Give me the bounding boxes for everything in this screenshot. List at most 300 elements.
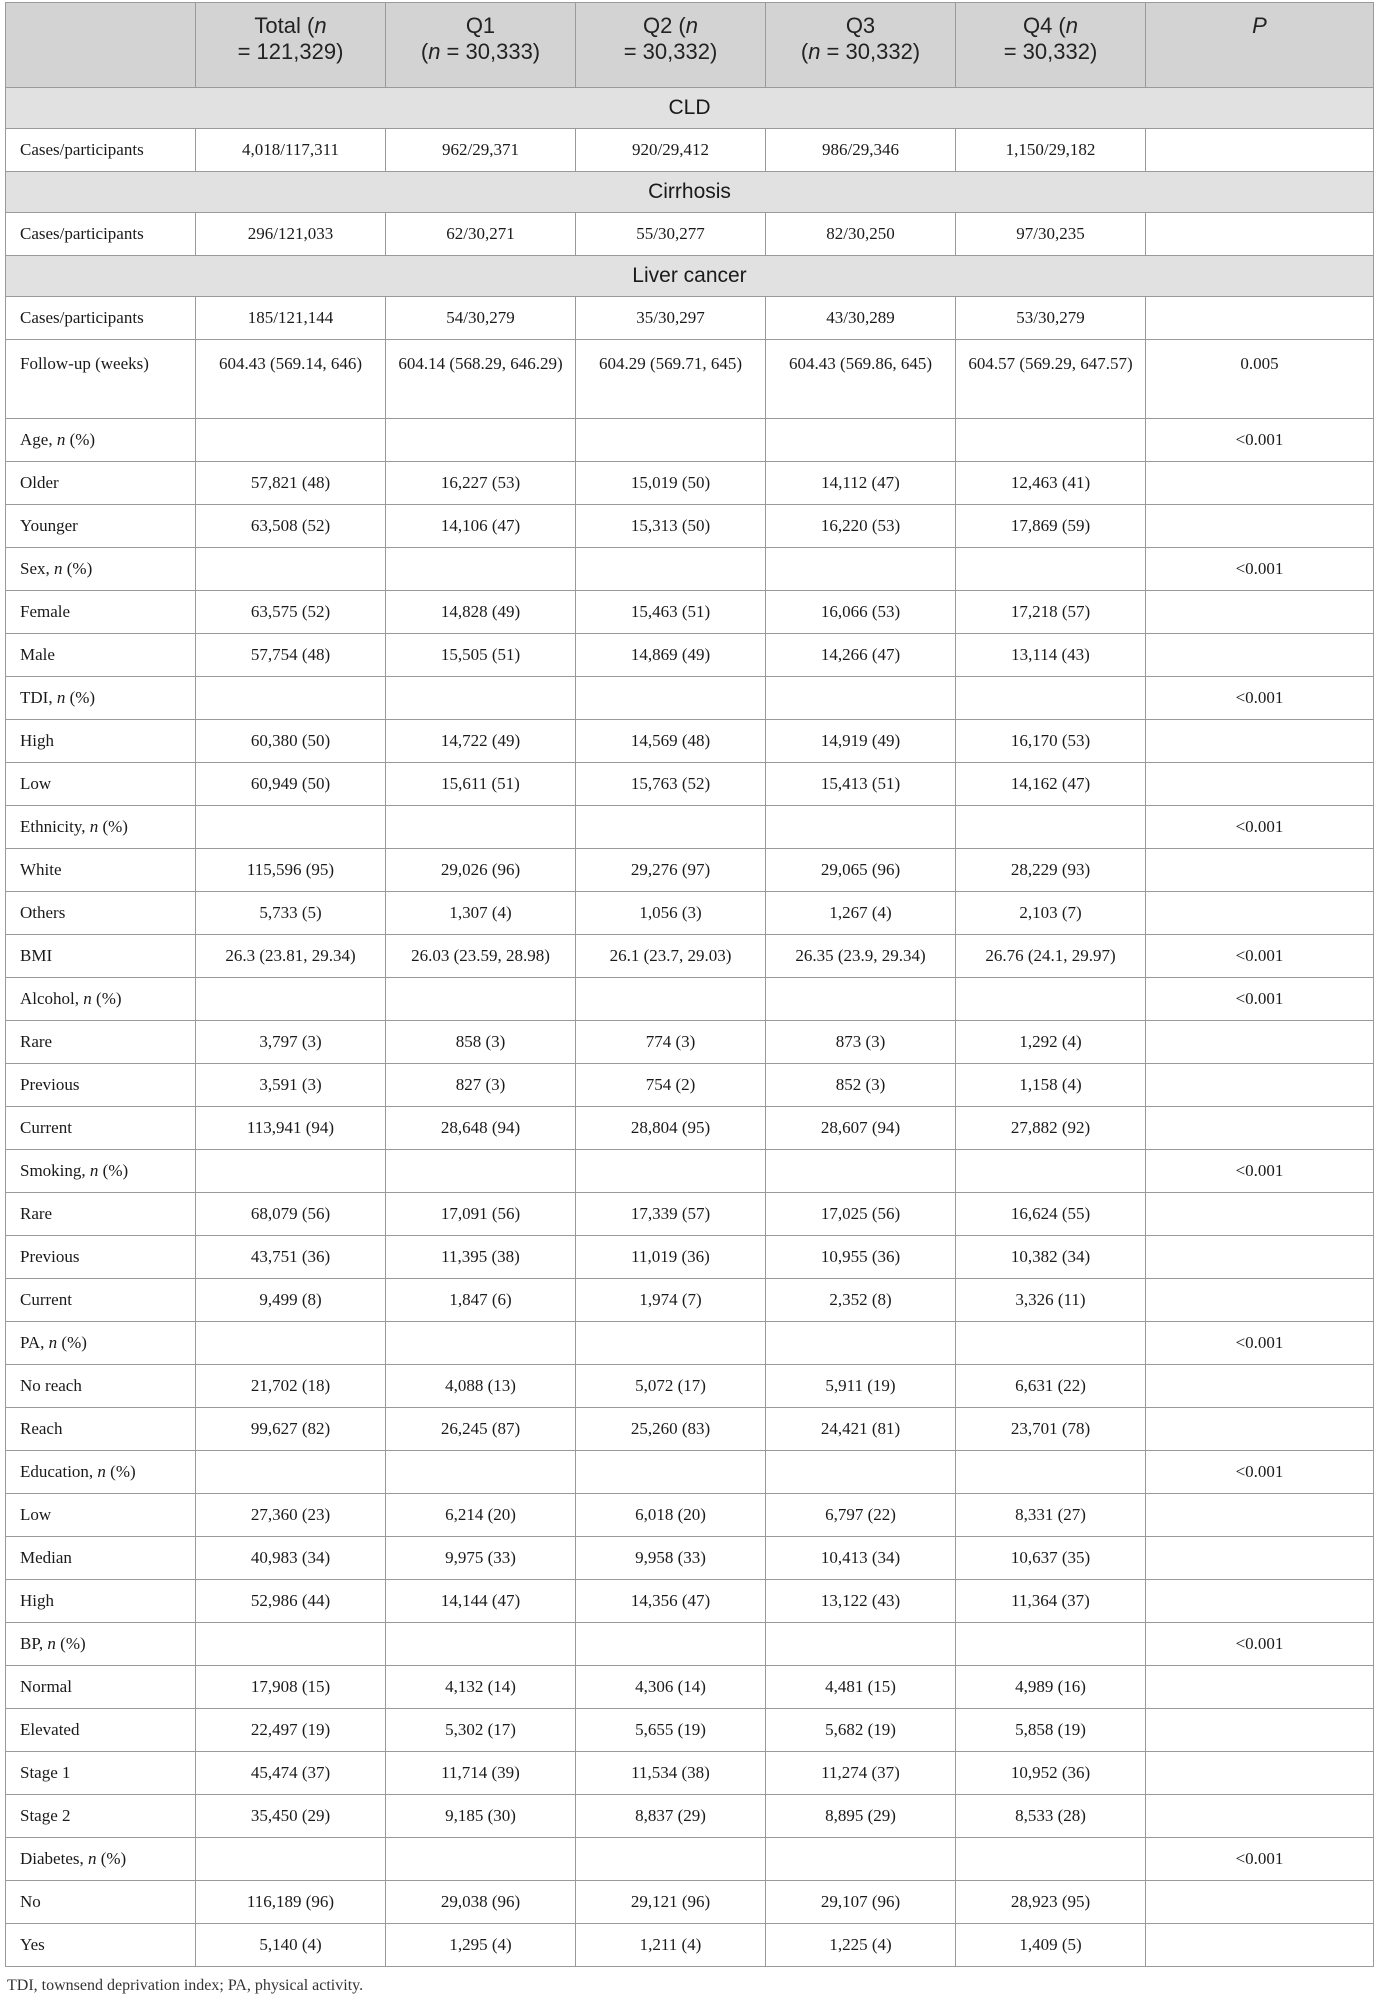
cell-q3: 6,797 (22) — [766, 1494, 956, 1537]
cell-q4: 8,331 (27) — [956, 1494, 1146, 1537]
cell-q1: 1,307 (4) — [386, 892, 576, 935]
table-row — [6, 505, 1374, 548]
section-row-liver — [6, 256, 1374, 297]
cell-p — [1146, 1537, 1374, 1580]
cell-q1: 14,722 (49) — [386, 720, 576, 763]
cell-q3: 8,895 (29) — [766, 1795, 956, 1838]
row-label: Previous — [6, 1236, 196, 1279]
cell-q4: 26.76 (24.1, 29.97) — [956, 935, 1146, 978]
cell-q4: 28,229 (93) — [956, 849, 1146, 892]
cell-q3 — [766, 806, 956, 849]
row-label: High — [6, 1580, 196, 1623]
cell-q2: 754 (2) — [576, 1064, 766, 1107]
table-row — [6, 1150, 1374, 1193]
row-label: Reach — [6, 1408, 196, 1451]
table-container — [5, 2, 1373, 1995]
cell-q3: 29,065 (96) — [766, 849, 956, 892]
cell-p — [1146, 1709, 1374, 1752]
cell-q2: 5,655 (19) — [576, 1709, 766, 1752]
cell-q1 — [386, 1623, 576, 1666]
cell-q2: 15,763 (52) — [576, 763, 766, 806]
cell-p — [1146, 1795, 1374, 1838]
cell-q1: 962/29,371 — [386, 129, 576, 172]
cell-q3 — [766, 978, 956, 1021]
cell-q2 — [576, 677, 766, 720]
cell-total — [196, 1838, 386, 1881]
cell-p — [1146, 297, 1374, 340]
table-row — [6, 1494, 1374, 1537]
cell-q4: 1,292 (4) — [956, 1021, 1146, 1064]
cell-total: 45,474 (37) — [196, 1752, 386, 1795]
cell-total: 52,986 (44) — [196, 1580, 386, 1623]
cell-total: 26.3 (23.81, 29.34) — [196, 935, 386, 978]
cell-q1: 26,245 (87) — [386, 1408, 576, 1451]
row-label: Others — [6, 892, 196, 935]
section-row-cld — [6, 88, 1374, 129]
cell-q3 — [766, 1322, 956, 1365]
cell-q4: 10,382 (34) — [956, 1236, 1146, 1279]
row-label: Stage 2 — [6, 1795, 196, 1838]
cell-total: 68,079 (56) — [196, 1193, 386, 1236]
cell-p — [1146, 720, 1374, 763]
cell-q1: 827 (3) — [386, 1064, 576, 1107]
table-row — [6, 1107, 1374, 1150]
cell-total: 22,497 (19) — [196, 1709, 386, 1752]
cell-q2: 6,018 (20) — [576, 1494, 766, 1537]
row-label: Ethnicity, n (%) — [6, 806, 196, 849]
cell-q3: 13,122 (43) — [766, 1580, 956, 1623]
cell-q3 — [766, 1451, 956, 1494]
table-row — [6, 1537, 1374, 1580]
cell-q3 — [766, 419, 956, 462]
row-label: Stage 1 — [6, 1752, 196, 1795]
cell-q3: 4,481 (15) — [766, 1666, 956, 1709]
cell-total: 27,360 (23) — [196, 1494, 386, 1537]
cell-total: 63,575 (52) — [196, 591, 386, 634]
cell-q2: 920/29,412 — [576, 129, 766, 172]
cell-q1 — [386, 548, 576, 591]
table-row — [6, 935, 1374, 978]
row-label: BMI — [6, 935, 196, 978]
cell-q3: 15,413 (51) — [766, 763, 956, 806]
cell-q4: 28,923 (95) — [956, 1881, 1146, 1924]
cell-q4 — [956, 677, 1146, 720]
row-label: Elevated — [6, 1709, 196, 1752]
cell-p: <0.001 — [1146, 935, 1374, 978]
cell-q3: 852 (3) — [766, 1064, 956, 1107]
cell-p — [1146, 1408, 1374, 1451]
cell-q4: 23,701 (78) — [956, 1408, 1146, 1451]
table-row — [6, 419, 1374, 462]
table-row — [6, 1021, 1374, 1064]
cell-q1: 4,132 (14) — [386, 1666, 576, 1709]
cell-q2 — [576, 1150, 766, 1193]
cell-q3: 14,266 (47) — [766, 634, 956, 677]
cell-q1 — [386, 978, 576, 1021]
row-label: Rare — [6, 1021, 196, 1064]
cell-q3: 5,911 (19) — [766, 1365, 956, 1408]
table-row — [6, 213, 1374, 256]
cell-q3: 1,225 (4) — [766, 1924, 956, 1967]
cell-q2: 15,463 (51) — [576, 591, 766, 634]
cell-q2: 29,276 (97) — [576, 849, 766, 892]
row-label: No reach — [6, 1365, 196, 1408]
cell-q4 — [956, 1150, 1146, 1193]
row-label: Median — [6, 1537, 196, 1580]
cell-q1: 29,038 (96) — [386, 1881, 576, 1924]
header-total: Total (n = 121,329) — [196, 3, 386, 88]
cell-p: <0.001 — [1146, 978, 1374, 1021]
row-label: Cases/participants — [6, 297, 196, 340]
cell-q4: 10,952 (36) — [956, 1752, 1146, 1795]
cell-q1: 9,975 (33) — [386, 1537, 576, 1580]
cell-p — [1146, 505, 1374, 548]
cell-q3: 1,267 (4) — [766, 892, 956, 935]
cell-q4 — [956, 978, 1146, 1021]
cell-p — [1146, 591, 1374, 634]
cell-p — [1146, 213, 1374, 256]
cell-q1 — [386, 677, 576, 720]
cell-total — [196, 548, 386, 591]
cell-q2 — [576, 1623, 766, 1666]
cell-q1: 9,185 (30) — [386, 1795, 576, 1838]
cell-q4: 11,364 (37) — [956, 1580, 1146, 1623]
header-q1: Q1 (n = 30,333) — [386, 3, 576, 88]
cell-q4: 14,162 (47) — [956, 763, 1146, 806]
table-row — [6, 720, 1374, 763]
table-row — [6, 591, 1374, 634]
cell-q3: 873 (3) — [766, 1021, 956, 1064]
table-row — [6, 1924, 1374, 1967]
table-row — [6, 129, 1374, 172]
row-label: Older — [6, 462, 196, 505]
cell-p — [1146, 1494, 1374, 1537]
cell-q3: 16,220 (53) — [766, 505, 956, 548]
cell-q2: 17,339 (57) — [576, 1193, 766, 1236]
cell-q3: 28,607 (94) — [766, 1107, 956, 1150]
header-q4: Q4 (n = 30,332) — [956, 3, 1146, 88]
cell-q2: 4,306 (14) — [576, 1666, 766, 1709]
row-label: Previous — [6, 1064, 196, 1107]
section-title: Cirrhosis — [6, 172, 1374, 213]
cell-q3: 11,274 (37) — [766, 1752, 956, 1795]
cell-q3: 2,352 (8) — [766, 1279, 956, 1322]
cell-q3: 10,955 (36) — [766, 1236, 956, 1279]
cell-q1: 4,088 (13) — [386, 1365, 576, 1408]
row-label: Normal — [6, 1666, 196, 1709]
row-label: Yes — [6, 1924, 196, 1967]
cell-q2: 15,019 (50) — [576, 462, 766, 505]
cell-q2 — [576, 1838, 766, 1881]
cell-q4 — [956, 1838, 1146, 1881]
cell-q1: 28,648 (94) — [386, 1107, 576, 1150]
table-row — [6, 763, 1374, 806]
section-title: Liver cancer — [6, 256, 1374, 297]
cell-total: 296/121,033 — [196, 213, 386, 256]
row-label: Cases/participants — [6, 129, 196, 172]
cell-total: 60,949 (50) — [196, 763, 386, 806]
row-label: Female — [6, 591, 196, 634]
cell-p — [1146, 462, 1374, 505]
cell-q3 — [766, 677, 956, 720]
table-row — [6, 1580, 1374, 1623]
table-row — [6, 1623, 1374, 1666]
table-row — [6, 1236, 1374, 1279]
row-label: White — [6, 849, 196, 892]
cell-q1: 858 (3) — [386, 1021, 576, 1064]
table-row — [6, 1881, 1374, 1924]
cell-q4: 3,326 (11) — [956, 1279, 1146, 1322]
cell-total: 35,450 (29) — [196, 1795, 386, 1838]
cell-q3: 26.35 (23.9, 29.34) — [766, 935, 956, 978]
cell-q4 — [956, 1451, 1146, 1494]
cell-total: 57,754 (48) — [196, 634, 386, 677]
header-row — [6, 3, 1374, 88]
cell-p — [1146, 1666, 1374, 1709]
baseline-characteristics-table — [5, 2, 1374, 1967]
cell-p: <0.001 — [1146, 806, 1374, 849]
cell-total: 5,140 (4) — [196, 1924, 386, 1967]
header-p: P — [1146, 3, 1374, 88]
cell-total: 4,018/117,311 — [196, 129, 386, 172]
cell-p — [1146, 849, 1374, 892]
cell-q2: 5,072 (17) — [576, 1365, 766, 1408]
cell-total — [196, 978, 386, 1021]
cell-q4: 8,533 (28) — [956, 1795, 1146, 1838]
cell-q1: 62/30,271 — [386, 213, 576, 256]
table-row — [6, 978, 1374, 1021]
cell-q4 — [956, 1322, 1146, 1365]
row-label: Current — [6, 1107, 196, 1150]
cell-total — [196, 1623, 386, 1666]
row-label: TDI, n (%) — [6, 677, 196, 720]
cell-q2: 14,356 (47) — [576, 1580, 766, 1623]
cell-total: 21,702 (18) — [196, 1365, 386, 1408]
cell-q1 — [386, 1322, 576, 1365]
cell-q2: 14,569 (48) — [576, 720, 766, 763]
cell-q2: 26.1 (23.7, 29.03) — [576, 935, 766, 978]
cell-q4: 12,463 (41) — [956, 462, 1146, 505]
cell-p — [1146, 129, 1374, 172]
cell-q1: 17,091 (56) — [386, 1193, 576, 1236]
cell-q3: 10,413 (34) — [766, 1537, 956, 1580]
cell-q2: 29,121 (96) — [576, 1881, 766, 1924]
cell-q3: 604.43 (569.86, 645) — [766, 340, 956, 419]
cell-q2 — [576, 1451, 766, 1494]
cell-q4: 1,409 (5) — [956, 1924, 1146, 1967]
cell-q1: 11,714 (39) — [386, 1752, 576, 1795]
cell-total: 57,821 (48) — [196, 462, 386, 505]
cell-p: <0.001 — [1146, 419, 1374, 462]
cell-p: <0.001 — [1146, 548, 1374, 591]
cell-p: <0.001 — [1146, 1322, 1374, 1365]
cell-p — [1146, 634, 1374, 677]
cell-q4: 97/30,235 — [956, 213, 1146, 256]
cell-total: 60,380 (50) — [196, 720, 386, 763]
cell-q1: 14,144 (47) — [386, 1580, 576, 1623]
row-label: Low — [6, 763, 196, 806]
cell-total: 43,751 (36) — [196, 1236, 386, 1279]
row-label: Diabetes, n (%) — [6, 1838, 196, 1881]
cell-q1: 26.03 (23.59, 28.98) — [386, 935, 576, 978]
cell-total: 604.43 (569.14, 646) — [196, 340, 386, 419]
table-row — [6, 892, 1374, 935]
table-row — [6, 1666, 1374, 1709]
cell-q4: 5,858 (19) — [956, 1709, 1146, 1752]
cell-q3 — [766, 548, 956, 591]
cell-q2: 28,804 (95) — [576, 1107, 766, 1150]
cell-p — [1146, 1580, 1374, 1623]
table-row — [6, 548, 1374, 591]
cell-p: <0.001 — [1146, 1451, 1374, 1494]
cell-q1: 14,828 (49) — [386, 591, 576, 634]
cell-q1 — [386, 419, 576, 462]
table-row — [6, 677, 1374, 720]
table-row — [6, 297, 1374, 340]
cell-total: 3,797 (3) — [196, 1021, 386, 1064]
cell-q3: 82/30,250 — [766, 213, 956, 256]
cell-q3: 24,421 (81) — [766, 1408, 956, 1451]
cell-q4: 2,103 (7) — [956, 892, 1146, 935]
cell-total: 3,591 (3) — [196, 1064, 386, 1107]
row-label: Follow-up (weeks) — [6, 340, 196, 419]
cell-q3: 986/29,346 — [766, 129, 956, 172]
cell-q1: 1,847 (6) — [386, 1279, 576, 1322]
table-row — [6, 849, 1374, 892]
table-row — [6, 1795, 1374, 1838]
section-title: CLD — [6, 88, 1374, 129]
cell-q2 — [576, 1322, 766, 1365]
cell-total — [196, 677, 386, 720]
cell-q4 — [956, 806, 1146, 849]
cell-q2: 35/30,297 — [576, 297, 766, 340]
row-label: Rare — [6, 1193, 196, 1236]
cell-q2: 14,869 (49) — [576, 634, 766, 677]
cell-total: 113,941 (94) — [196, 1107, 386, 1150]
header-blank — [6, 3, 196, 88]
cell-q2: 8,837 (29) — [576, 1795, 766, 1838]
cell-q1: 6,214 (20) — [386, 1494, 576, 1537]
cell-p: <0.001 — [1146, 1838, 1374, 1881]
table-row — [6, 1064, 1374, 1107]
cell-p — [1146, 1924, 1374, 1967]
cell-q2 — [576, 419, 766, 462]
table-row — [6, 1322, 1374, 1365]
table-row — [6, 1709, 1374, 1752]
header-q3: Q3 (n = 30,332) — [766, 3, 956, 88]
cell-q2: 25,260 (83) — [576, 1408, 766, 1451]
cell-q3: 29,107 (96) — [766, 1881, 956, 1924]
cell-total: 9,499 (8) — [196, 1279, 386, 1322]
cell-q1: 16,227 (53) — [386, 462, 576, 505]
cell-q2: 11,019 (36) — [576, 1236, 766, 1279]
cell-q2: 1,056 (3) — [576, 892, 766, 935]
row-label: Smoking, n (%) — [6, 1150, 196, 1193]
row-label: Education, n (%) — [6, 1451, 196, 1494]
cell-q4: 1,150/29,182 — [956, 129, 1146, 172]
cell-p: 0.005 — [1146, 340, 1374, 419]
cell-total: 99,627 (82) — [196, 1408, 386, 1451]
cell-q2 — [576, 806, 766, 849]
table-row — [6, 1408, 1374, 1451]
row-label: Alcohol, n (%) — [6, 978, 196, 1021]
cell-q4: 16,170 (53) — [956, 720, 1146, 763]
cell-q4: 27,882 (92) — [956, 1107, 1146, 1150]
cell-total — [196, 1322, 386, 1365]
header-q2: Q2 (n = 30,332) — [576, 3, 766, 88]
table-row — [6, 1279, 1374, 1322]
row-label: No — [6, 1881, 196, 1924]
cell-q4: 604.57 (569.29, 647.57) — [956, 340, 1146, 419]
cell-q4: 17,218 (57) — [956, 591, 1146, 634]
row-label: Current — [6, 1279, 196, 1322]
cell-q4: 4,989 (16) — [956, 1666, 1146, 1709]
cell-p — [1146, 1107, 1374, 1150]
cell-p — [1146, 1279, 1374, 1322]
cell-q4: 10,637 (35) — [956, 1537, 1146, 1580]
cell-q2: 1,211 (4) — [576, 1924, 766, 1967]
row-label: Sex, n (%) — [6, 548, 196, 591]
row-label: Younger — [6, 505, 196, 548]
cell-total: 63,508 (52) — [196, 505, 386, 548]
cell-p — [1146, 1236, 1374, 1279]
cell-q1: 54/30,279 — [386, 297, 576, 340]
table-row — [6, 806, 1374, 849]
cell-q4: 1,158 (4) — [956, 1064, 1146, 1107]
cell-q1: 604.14 (568.29, 646.29) — [386, 340, 576, 419]
cell-q2 — [576, 978, 766, 1021]
cell-q3 — [766, 1838, 956, 1881]
cell-q4: 13,114 (43) — [956, 634, 1146, 677]
cell-total: 17,908 (15) — [196, 1666, 386, 1709]
cell-q3: 14,919 (49) — [766, 720, 956, 763]
table-row — [6, 1752, 1374, 1795]
cell-p: <0.001 — [1146, 677, 1374, 720]
row-label: PA, n (%) — [6, 1322, 196, 1365]
table-row — [6, 1193, 1374, 1236]
cell-q2: 1,974 (7) — [576, 1279, 766, 1322]
cell-q1: 15,611 (51) — [386, 763, 576, 806]
cell-q1: 14,106 (47) — [386, 505, 576, 548]
cell-q3 — [766, 1623, 956, 1666]
row-label: Cases/participants — [6, 213, 196, 256]
cell-q2: 11,534 (38) — [576, 1752, 766, 1795]
cell-q1 — [386, 1150, 576, 1193]
cell-q2: 55/30,277 — [576, 213, 766, 256]
cell-total: 115,596 (95) — [196, 849, 386, 892]
row-label: BP, n (%) — [6, 1623, 196, 1666]
cell-q4 — [956, 419, 1146, 462]
table-row — [6, 1365, 1374, 1408]
cell-q4: 6,631 (22) — [956, 1365, 1146, 1408]
cell-q2 — [576, 548, 766, 591]
cell-q4: 16,624 (55) — [956, 1193, 1146, 1236]
cell-q3 — [766, 1150, 956, 1193]
row-label: Male — [6, 634, 196, 677]
cell-p — [1146, 1752, 1374, 1795]
cell-total: 40,983 (34) — [196, 1537, 386, 1580]
cell-total: 116,189 (96) — [196, 1881, 386, 1924]
cell-total — [196, 806, 386, 849]
cell-p: <0.001 — [1146, 1623, 1374, 1666]
cell-q1 — [386, 1838, 576, 1881]
table-row — [6, 1838, 1374, 1881]
cell-q1: 15,505 (51) — [386, 634, 576, 677]
cell-q3: 16,066 (53) — [766, 591, 956, 634]
section-row-cirrhosis — [6, 172, 1374, 213]
cell-total — [196, 1150, 386, 1193]
table-row — [6, 634, 1374, 677]
